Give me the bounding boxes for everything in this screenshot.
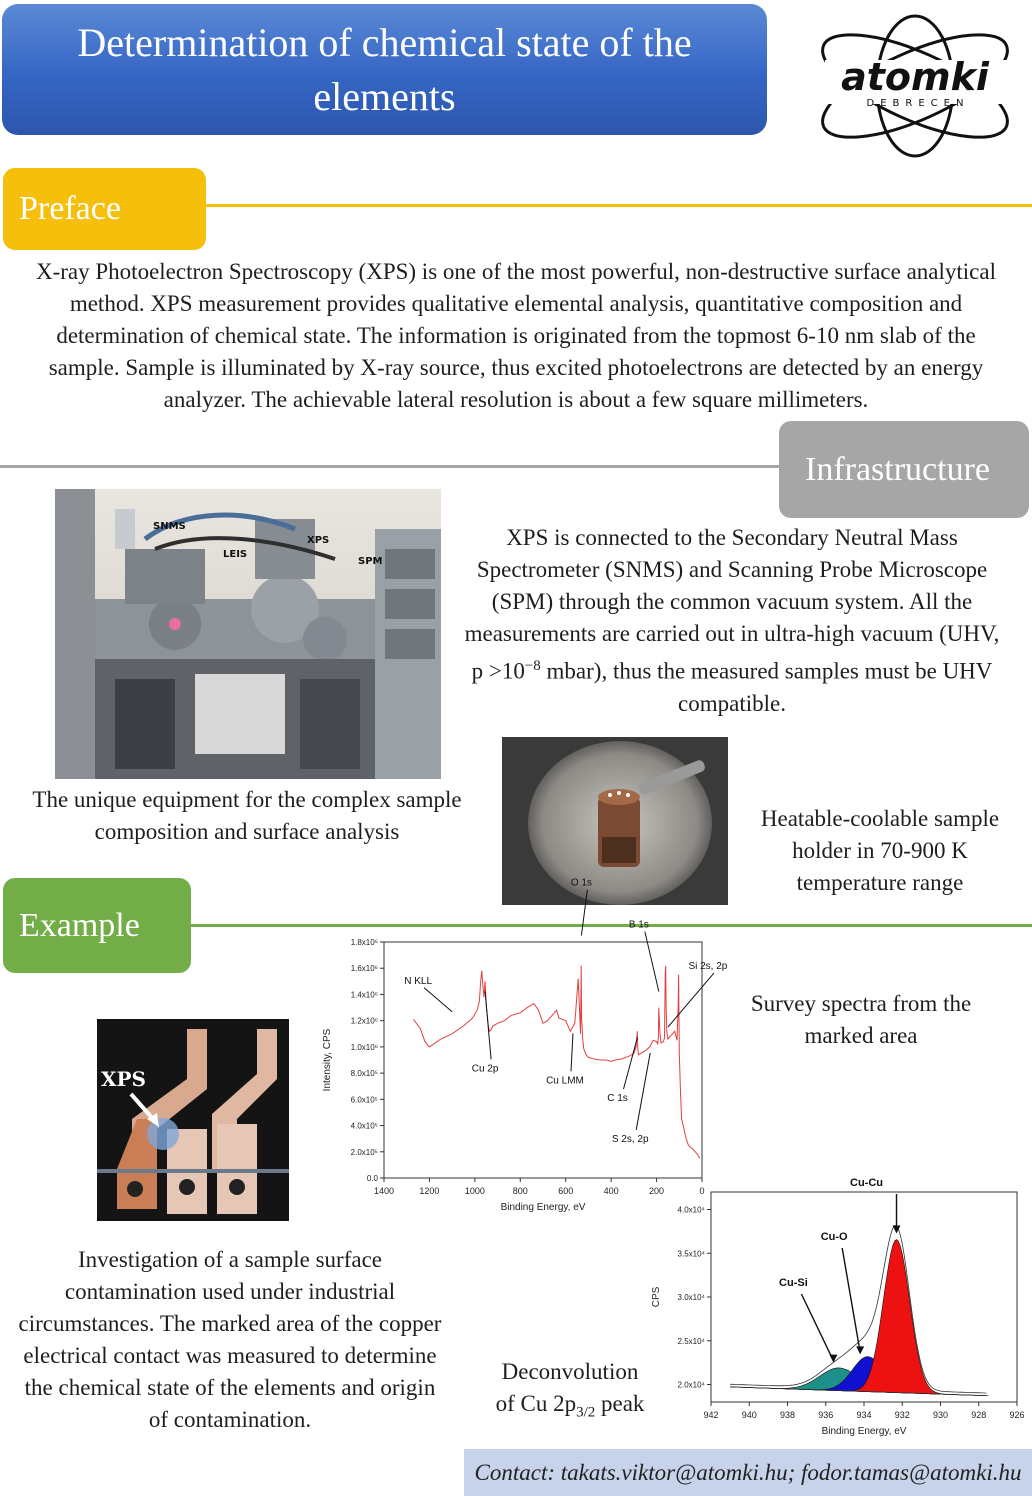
annotation-label: N KLL — [404, 975, 433, 987]
y-axis-label: CPS — [651, 1286, 662, 1308]
y-axis-label: Intensity, CPS — [322, 1028, 333, 1092]
x-tick-label: 936 — [818, 1410, 834, 1420]
infrastructure-text-post: mbar), thus the measured samples must be UHV compatible. — [540, 658, 993, 716]
annotation-arrowhead — [829, 1355, 837, 1363]
y-tick-label: 1.0x10⁶ — [350, 1042, 378, 1052]
equipment-caption: The unique equipment for the complex sample composition and surface analysis — [32, 787, 462, 844]
deconv-line1: Deconvolution — [501, 1359, 639, 1384]
y-tick-label: 2.5x10⁴ — [677, 1336, 705, 1346]
x-tick-label: 928 — [971, 1410, 987, 1420]
copper-contact-graphic — [97, 1019, 289, 1221]
x-tick-label: 940 — [741, 1410, 757, 1420]
annotation-label: Si 2s, 2p — [688, 961, 728, 973]
infrastructure-text-pre: XPS is connected to the Secondary Neutral Mass Spectrometer (SNMS) and Scanning Probe Microscope (SPM) through the common vacuum system. All the measurements are carried out in ultra-high vacuum (UHV, p >10 — [464, 525, 1000, 684]
y-tick-label: 1.4x10⁶ — [350, 990, 378, 1000]
annotation-arrow — [842, 1248, 860, 1352]
annotation-label: O 1s — [570, 877, 592, 889]
x-tick-label: 932 — [894, 1410, 910, 1420]
contact-footer — [464, 1449, 1032, 1496]
y-tick-label: 4.0x10⁵ — [350, 1121, 378, 1131]
y-tick-label: 1.6x10⁶ — [350, 964, 378, 974]
photo-label-spm: SPM — [358, 556, 383, 567]
annotation-arrow — [668, 973, 714, 1027]
annotation-arrow — [424, 988, 452, 1012]
page-title — [2, 4, 767, 135]
x-axis-label: Binding Energy, eV — [500, 1202, 586, 1213]
preface-heading-text: Preface — [19, 190, 121, 227]
investigation-text: Investigation of a sample surface contamination used under industrial circumstances. The marked area of the copper electrical contact was measured to determine the chemical state of the elements and origin of contamination. — [18, 1247, 442, 1432]
x-tick-label: 200 — [649, 1186, 665, 1196]
y-tick-label: 3.0x10⁴ — [677, 1293, 705, 1302]
example-rule — [191, 924, 1032, 927]
annotation-arrowhead — [856, 1346, 864, 1354]
x-tick-label: 0 — [699, 1186, 705, 1196]
deconvolution-caption — [472, 1356, 668, 1429]
x-axis-label: Binding Energy, eV — [821, 1426, 907, 1437]
atomki-logo-graphic — [805, 8, 1027, 160]
x-tick-label: 926 — [1009, 1410, 1025, 1420]
deconvolution-chart — [645, 1170, 1032, 1448]
example-heading — [3, 878, 191, 973]
annotation-label: Cu-Cu — [850, 1177, 884, 1189]
annotation-label: Cu-O — [820, 1231, 848, 1243]
deconv-sub: 3/2 — [576, 1404, 596, 1421]
example-heading-text: Example — [19, 906, 140, 944]
photo-label-leis: LEIS — [223, 549, 248, 560]
photo-label-xps: XPS — [307, 535, 330, 546]
x-tick-label: 1200 — [419, 1186, 440, 1196]
contact-text: Contact: takats.viktor@atomki.hu; fodor.tamas@atomki.hu — [474, 1459, 1022, 1485]
x-tick-label: 934 — [856, 1410, 872, 1420]
annotation-arrow — [623, 1037, 637, 1089]
x-tick-label: 942 — [703, 1410, 719, 1420]
annotation-arrow — [645, 932, 659, 992]
equipment-photo — [55, 489, 441, 779]
deconv-line2 — [472, 1388, 668, 1429]
x-tick-label: 1400 — [373, 1186, 395, 1196]
y-tick-label: 2.0x10⁴ — [677, 1380, 705, 1390]
y-tick-label: 2.0x10⁵ — [350, 1147, 378, 1157]
survey-caption: Survey spectra from the marked area — [750, 991, 972, 1048]
annotation-arrow — [485, 991, 491, 1059]
annotation-label: Cu 2p — [471, 1063, 499, 1075]
logo-name: atomki — [841, 55, 989, 99]
title-text: Determination of chemical state of the elements — [77, 19, 692, 119]
y-tick-label: 4.0x10⁴ — [677, 1205, 705, 1215]
y-tick-label: 6.0x10⁵ — [350, 1095, 378, 1105]
survey-series-line — [414, 966, 700, 1159]
holder-caption: Heatable-coolable sample holder in 70-900 K temperature range — [760, 806, 1000, 895]
x-tick-label: 400 — [603, 1186, 619, 1196]
annotation-label: C 1s — [607, 1093, 628, 1105]
annotation-label: Cu-Si — [779, 1277, 808, 1289]
preface-heading — [3, 168, 206, 250]
infrastructure-heading — [779, 421, 1029, 518]
sample-holder-graphic — [502, 737, 728, 905]
preface-text: X-ray Photoelectron Spectroscopy (XPS) is one of the most powerful, non-destructive surface analytical method. XPS measurement provides qualitative elemental analysis, quantitative composition and determination of chemical state. The information is originated from the topmost 6-10 nm slab of the sample. Sample is illuminated by X-ray source, thus excited photoelectrons are detected by an energy analyzer. The achievable lateral resolution is about a few square millimeters. — [36, 259, 996, 412]
preface-rule — [206, 204, 1032, 207]
equipment-photo-graphic — [55, 489, 441, 779]
copper-contact-photo — [97, 1019, 289, 1221]
annotation-label: S 2s, 2p — [611, 1133, 649, 1145]
annotation-label: Cu LMM — [546, 1075, 584, 1087]
annotation-arrow — [636, 1053, 650, 1130]
y-tick-label: 1.2x10⁶ — [350, 1016, 378, 1026]
infrastructure-text — [462, 522, 1002, 720]
logo-sub: DEBRECEN — [866, 98, 970, 109]
annotation-arrow — [801, 1294, 833, 1361]
sample-holder-photo — [502, 737, 728, 905]
pressure-exponent: −8 — [524, 658, 541, 674]
x-tick-label: 938 — [779, 1410, 796, 1420]
x-tick-label: 800 — [512, 1186, 528, 1196]
infrastructure-rule — [0, 465, 780, 468]
x-tick-label: 1000 — [464, 1186, 485, 1196]
y-tick-label: 0.0 — [366, 1174, 378, 1183]
infrastructure-heading-text: Infrastructure — [805, 450, 991, 488]
y-tick-label: 1.8x10⁶ — [350, 938, 378, 947]
annotation-label: B 1s — [628, 919, 649, 931]
photo-label-snms: SNMS — [153, 521, 186, 532]
x-tick-label: 930 — [932, 1410, 949, 1420]
y-tick-label: 8.0x10⁵ — [350, 1069, 378, 1079]
deconv-post: peak — [595, 1391, 645, 1416]
y-tick-label: 3.5x10⁴ — [677, 1249, 705, 1259]
xps-marker: XPS — [101, 1067, 146, 1091]
atomki-logo — [805, 8, 1027, 160]
deconv-pre: of Cu 2p — [495, 1391, 577, 1416]
annotation-arrow — [571, 1033, 573, 1071]
x-tick-label: 600 — [558, 1186, 574, 1196]
